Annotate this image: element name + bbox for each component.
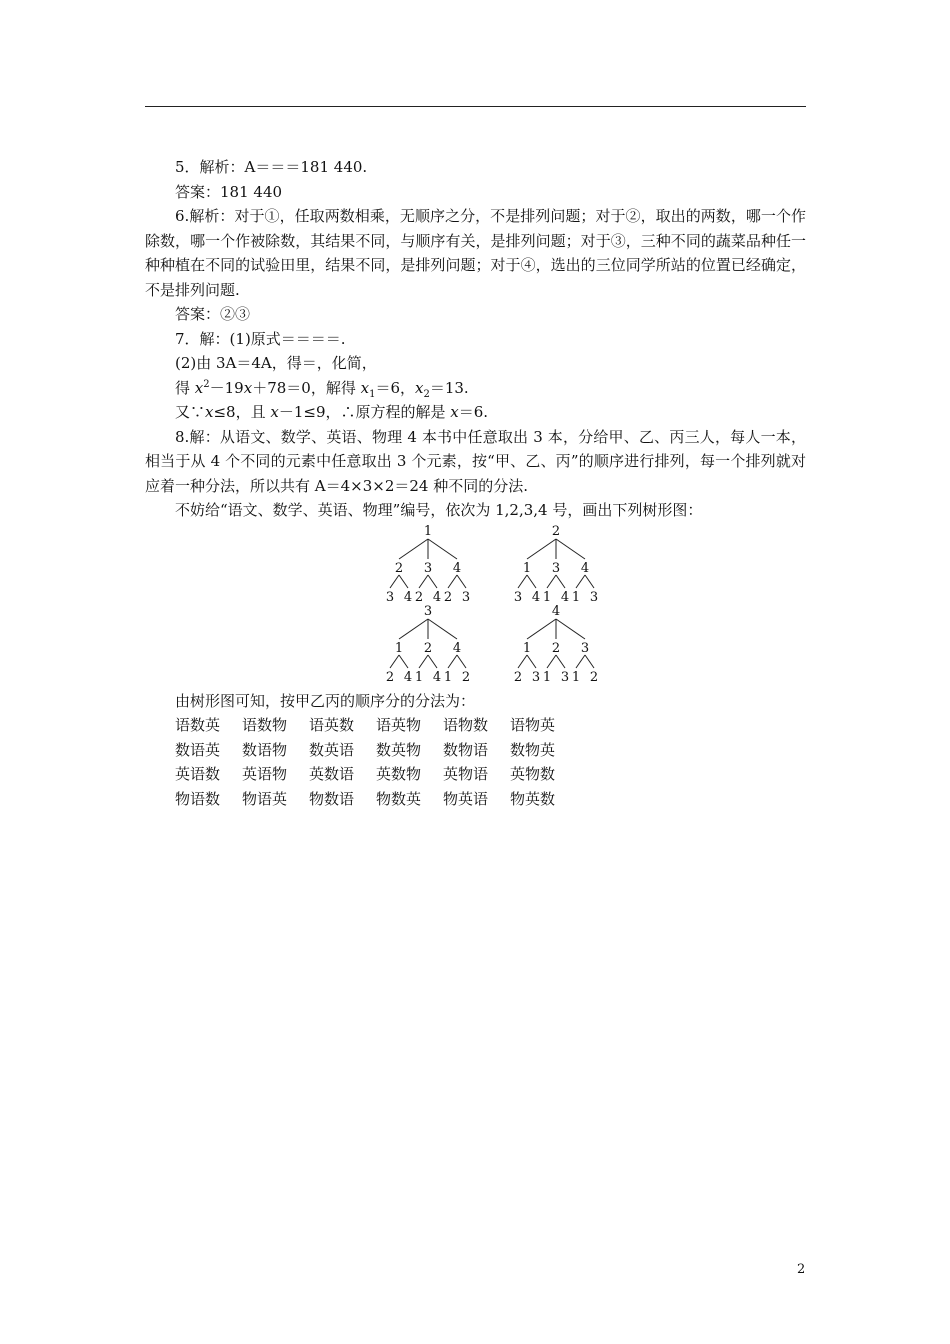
tree-edge: [428, 575, 437, 588]
text-fragment: ＝13.: [429, 378, 469, 397]
grid-cell: 物英语: [443, 789, 489, 808]
tree-leaf-node: 3: [461, 589, 471, 605]
var-x: x: [360, 378, 370, 397]
text-fragment: －1≤9，∴原方程的解是: [278, 403, 451, 421]
grid-row: [175, 713, 806, 738]
answer-6-answer: 答案：②③: [175, 305, 251, 323]
tree-edge: [457, 655, 466, 668]
tree-child-node: 3: [580, 640, 590, 656]
tree-edge: [556, 655, 565, 668]
tree-edge: [448, 655, 457, 668]
grid-cell: 英数语: [309, 765, 355, 783]
grid-cell: 英数物: [376, 765, 422, 783]
tree-edge: [527, 575, 536, 588]
tree-leaf-node: 2: [589, 669, 599, 683]
grid-cell: 语数英: [175, 716, 221, 734]
tree-edge: [518, 655, 527, 668]
header-rule: [145, 106, 806, 107]
grid-cell: 数语物: [242, 740, 288, 759]
tree-edge: [399, 619, 428, 639]
tree-leaf-node: 4: [531, 589, 541, 605]
text-fragment: ＝6，: [375, 378, 415, 397]
tree-leaf-node: 4: [403, 589, 413, 605]
tree-leaf-node: 4: [560, 589, 570, 605]
grid-cell: 语物数: [443, 716, 489, 734]
grid-cell: 语物英: [510, 716, 556, 734]
tree-child-node: 1: [522, 560, 532, 576]
distribution-grid: [145, 713, 806, 811]
tree-leaf-node: 3: [560, 669, 570, 683]
answer-7-conclusion: [145, 400, 806, 425]
var-x: x: [194, 378, 204, 397]
tree-edge: [556, 539, 585, 559]
document-body: [145, 155, 806, 811]
tree-edge: [428, 539, 457, 559]
grid-cell: 语数物: [242, 716, 288, 734]
tree-edge: [448, 575, 457, 588]
tree-leaf-node: 4: [403, 669, 413, 683]
tree-leaf-node: 2: [461, 669, 471, 683]
text-fragment: 得: [175, 378, 195, 397]
grid-cell: 物数英: [376, 789, 422, 808]
grid-cell: 数语英: [175, 740, 221, 759]
tree-diagram-svg: [145, 525, 806, 683]
tree-edge: [428, 655, 437, 668]
tree-root-node: 1: [423, 524, 433, 539]
tree-leaf-node: 1: [542, 589, 552, 605]
var-x: x: [450, 403, 459, 421]
text-fragment: －19: [209, 378, 244, 397]
tree-edge: [576, 655, 585, 668]
text-fragment: ＋78＝0，解得: [252, 378, 361, 397]
tree-leaf-node: 1: [571, 589, 581, 605]
tree-leaf-node: 1: [571, 669, 581, 683]
text-fragment: ≤8，且: [213, 403, 271, 421]
grid-row: [175, 762, 806, 787]
tree-child-node: 2: [423, 640, 433, 656]
tree-leaf-node: 4: [432, 589, 442, 605]
grid-row: [175, 738, 806, 763]
grid-cell: 物英数: [510, 789, 556, 808]
tree-leaf-node: 2: [385, 669, 395, 683]
answer-5-analysis: 5．解析：A＝＝＝181 440.: [175, 158, 368, 176]
tree-leaf-node: 2: [414, 589, 424, 605]
tree-edge: [419, 575, 428, 588]
tree-child-node: 4: [580, 560, 590, 576]
tree-leaf-node: 2: [443, 589, 453, 605]
superscript: 2: [203, 378, 210, 390]
grid-cell: 数英物: [376, 740, 422, 759]
grid-cell: 语英物: [376, 716, 422, 734]
tree-edge: [457, 575, 466, 588]
tree-child-node: 1: [522, 640, 532, 656]
grid-cell: 数物语: [443, 740, 489, 759]
tree-edge: [527, 655, 536, 668]
grid-cell: 英语物: [242, 765, 288, 783]
answer-6-analysis: 6.解析：对于①，任取两数相乘，无顺序之分，不是排列问题；对于②，取出的两数，哪一个作除数，哪一个作被除数，其结果不同，与顺序有关，是排列问题；对于③，三种不同的蔬菜品种任一种种植在不同的试验田里，结果不同，是排列问题；对于④，选出的三位同学所站的位置已经确定，不是排列问题.: [145, 207, 806, 299]
tree-edge: [547, 655, 556, 668]
tree-leaf-node: 4: [432, 669, 442, 683]
var-x: x: [270, 403, 279, 421]
tree-root-node: 3: [423, 603, 433, 619]
text-fragment: ＝6.: [458, 403, 489, 421]
grid-cell: 英物数: [510, 765, 556, 783]
grid-cell: 数英语: [309, 740, 355, 759]
tree-edge: [419, 655, 428, 668]
answer-7-part1: 7．解：(1)原式＝＝＝＝.: [175, 329, 346, 348]
var-x: x: [243, 378, 253, 397]
grid-cell: 物数语: [309, 789, 355, 808]
answer-5-answer: 答案：181 440: [175, 182, 283, 201]
tree-edge: [390, 575, 399, 588]
tree-root-node: 4: [551, 603, 561, 619]
tree-leaf-node: 3: [589, 589, 599, 605]
var-x: x: [205, 403, 214, 421]
grid-cell: 英物语: [443, 765, 489, 783]
subscript: 2: [423, 388, 430, 400]
tree-diagrams: [145, 525, 806, 683]
grid-cell: 物语数: [175, 789, 221, 808]
answer-7-equation: [145, 376, 806, 401]
tree-child-node: 1: [394, 640, 404, 656]
tree-edge: [585, 655, 594, 668]
tree-leaf-node: 1: [542, 669, 552, 683]
grid-cell: 英语数: [175, 765, 221, 783]
tree-edge: [390, 655, 399, 668]
tree-edge: [576, 575, 585, 588]
tree-leaf-node: 2: [513, 669, 523, 683]
page-number: 2: [797, 1262, 806, 1277]
var-x: x: [414, 378, 424, 397]
tree-edge: [585, 575, 594, 588]
tree-edge: [428, 619, 457, 639]
text-fragment: 又∵: [175, 403, 206, 421]
tree-child-node: 3: [423, 560, 433, 576]
tree-child-node: 2: [551, 640, 561, 656]
tree-leaf-node: 3: [531, 669, 541, 683]
tree-edge: [518, 575, 527, 588]
tree-child-node: 3: [551, 560, 561, 576]
grid-cell: 物语英: [242, 789, 288, 808]
tree-leaf-node: 1: [443, 669, 453, 683]
tree-child-node: 2: [394, 560, 404, 576]
tree-edge: [399, 575, 408, 588]
answer-8-tree-intro: 不妨给“语文、数学、英语、物理”编号，依次为 1,2,3,4 号，画出下列树形图：: [175, 501, 703, 519]
tree-edge: [399, 539, 428, 559]
tree-child-node: 4: [452, 560, 462, 576]
answer-8-solution: 8.解：从语文、数学、英语、物理 4 本书中任意取出 3 本，分给甲、乙、丙三人，每人一本，相当于从 4 个不同的元素中任意取出 3 个元素，按“甲、乙、丙”的顺序进行排列，每一个排列就对应着一种分法，所以共有 A＝4×3×2＝24 种不同的分法.: [145, 427, 806, 495]
subscript: 1: [369, 388, 376, 400]
tree-edge: [399, 655, 408, 668]
tree-leaf-node: 3: [385, 589, 395, 605]
grid-cell: 数物英: [510, 740, 556, 759]
tree-edge: [556, 619, 585, 639]
tree-root-node: 2: [551, 524, 561, 539]
grid-cell: 语英数: [309, 716, 355, 734]
answer-8-grid-intro: 由树形图可知，按甲乙丙的顺序分的分法为：: [175, 691, 476, 710]
tree-edge: [556, 575, 565, 588]
tree-edge: [547, 575, 556, 588]
answer-7-part2: (2)由 3A＝4A，得＝，化简，: [175, 354, 377, 372]
tree-leaf-node: 1: [414, 669, 424, 683]
tree-edge: [527, 619, 556, 639]
tree-leaf-node: 3: [513, 589, 523, 605]
grid-row: [175, 787, 806, 812]
tree-child-node: 4: [452, 640, 462, 656]
tree-edge: [527, 539, 556, 559]
